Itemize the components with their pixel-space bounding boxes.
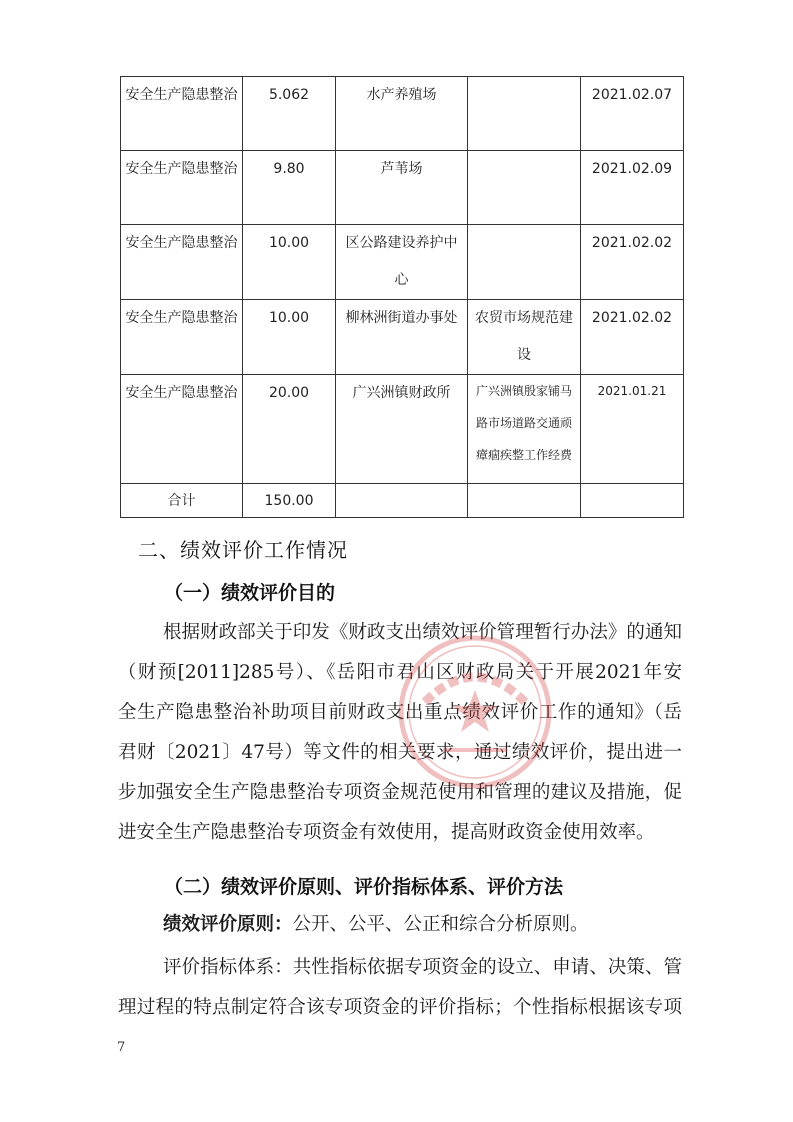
- amount-cell: 9.80: [243, 151, 336, 225]
- funds-table: [120, 76, 684, 518]
- amount-cell: 10.00: [243, 225, 336, 300]
- purpose-cell: [468, 375, 581, 484]
- item-cell: [121, 300, 243, 375]
- paragraph-line: [118, 905, 682, 945]
- unit-cell: 芦苇场: [336, 151, 468, 225]
- principles-label: 绩效评价原则：: [163, 914, 293, 935]
- table-row: [121, 375, 684, 484]
- paragraph-line: 进安全生产隐患整治专项资金有效使用，提高财政资金使用效率。: [118, 822, 655, 843]
- total-amount: 150.00: [243, 484, 336, 518]
- item-cell: [121, 225, 243, 300]
- official-seal-icon: [395, 632, 555, 792]
- indicator-paragraph: [118, 948, 682, 1028]
- purpose-text: 农贸市场规范建设: [475, 310, 573, 363]
- unit-cell: 广兴洲镇财政所: [336, 375, 468, 484]
- total-row: [121, 484, 684, 518]
- paragraph-line: （财预[2011]285号）、《岳阳市君山区财政局关于开展2021年安: [118, 662, 682, 683]
- date-cell: 2021.02.02: [581, 300, 684, 375]
- total-label: 合计: [121, 484, 243, 518]
- item-text: 安全生产隐患整治: [125, 310, 238, 326]
- paragraph-line: 理过程的特点制定符合该专项资金的评价指标；个性指标根据该专项: [118, 997, 682, 1018]
- item-text: 安全生产隐患整治: [125, 235, 238, 251]
- table-row: [121, 300, 684, 375]
- paragraph-line: 全生产隐患整治补助项目前财政支出重点绩效评价工作的通知》（岳: [118, 702, 682, 723]
- empty-cell: [581, 484, 684, 518]
- item-cell: [121, 77, 243, 151]
- item-text: 安全生产隐患整治: [125, 161, 238, 177]
- paragraph-line: 君财〔2021〕47号）等文件的相关要求，通过绩效评价，提出进一: [118, 742, 682, 763]
- purpose-cell: [468, 77, 581, 151]
- page-number: 7: [117, 1040, 126, 1055]
- unit-cell: 水产养殖场: [336, 77, 468, 151]
- unit-cell: [336, 225, 468, 300]
- empty-cell: [336, 484, 468, 518]
- table-row: [121, 151, 684, 225]
- amount-cell: 10.00: [243, 300, 336, 375]
- purpose-cell: [468, 225, 581, 300]
- unit-text: 区公路建设养护中心: [345, 235, 458, 288]
- subsection-heading-purpose: （一）绩效评价目的: [164, 582, 336, 604]
- unit-cell: 柳林洲街道办事处: [336, 300, 468, 375]
- purpose-cell: [468, 300, 581, 375]
- paragraph-line: 步加强安全生产隐患整治专项资金规范使用和管理的建议及措施，促: [118, 782, 682, 803]
- purpose-text: 广兴洲镇殷家铺马路市场道路交通顽瘴痼疾整工作经费: [475, 384, 572, 462]
- item-cell: [121, 151, 243, 225]
- paragraph-line: 根据财政部关于印发《财政支出绩效评价管理暂行办法》的通知: [163, 622, 682, 643]
- empty-cell: [468, 484, 581, 518]
- date-cell: 2021.01.21: [581, 375, 684, 484]
- date-cell: 2021.02.07: [581, 77, 684, 151]
- principles-text: 公开、公平、公正和综合分析原则。: [292, 914, 589, 935]
- date-cell: 2021.02.02: [581, 225, 684, 300]
- section-heading: 二、绩效评价工作情况: [138, 538, 348, 562]
- amount-cell: 20.00: [243, 375, 336, 484]
- table-row: [121, 77, 684, 151]
- table-row: [121, 225, 684, 300]
- purpose-cell: [468, 151, 581, 225]
- item-text: 安全生产隐患整治: [125, 87, 238, 103]
- item-text: 安全生产隐患整治: [125, 385, 238, 401]
- principles-paragraph: [118, 905, 682, 945]
- item-cell: [121, 375, 243, 484]
- date-cell: 2021.02.09: [581, 151, 684, 225]
- subsection-heading-principles: （二）绩效评价原则、评价指标体系、评价方法: [164, 876, 564, 898]
- amount-cell: 5.062: [243, 77, 336, 151]
- paragraph-line: 评价指标体系：共性指标依据专项资金的设立、申请、决策、管: [163, 957, 682, 978]
